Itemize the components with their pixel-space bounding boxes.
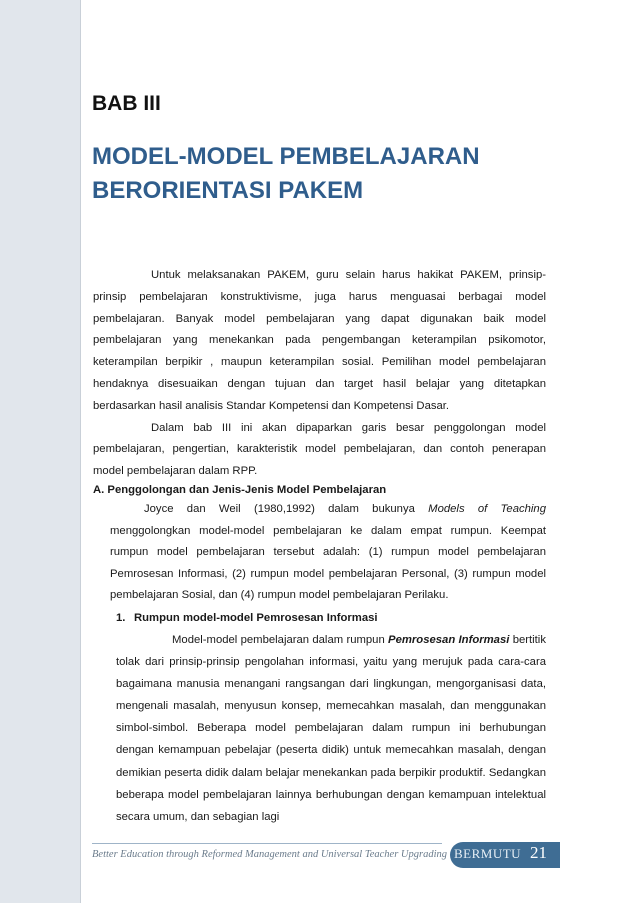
section-a-paragraph	[110, 499, 546, 607]
book-title: Models of Teaching	[428, 503, 546, 515]
footer-rule	[92, 843, 442, 844]
subsection-1-title: Rumpun model-model Pemrosesan Informasi	[134, 612, 378, 624]
subsection-1-body	[116, 629, 546, 828]
section-a-body	[110, 499, 546, 607]
subsection-1-text-1: Model-model pembelajaran dalam rumpun	[172, 634, 389, 646]
subsection-1-heading	[116, 608, 546, 628]
intro-body	[93, 265, 546, 483]
section-a-heading: A. Penggolongan dan Jenis-Jenis Model Pembelajaran	[93, 484, 387, 496]
chapter-label: BAB III	[92, 92, 161, 115]
subsection-1-number: 1.	[116, 612, 126, 624]
intro-paragraph-2: Dalam bab III ini akan dipaparkan garis besar penggolongan model pembelajaran, pengertian, karakteristik model pembelajaran, dan contoh penerapan model pembelajaran dalam RPP.	[93, 421, 546, 478]
section-a-text-2: menggolongkan model-model pembelajaran ke dalam empat rumpun. Keempat rumpun model pembelajaran tersebut adalah: (1) rumpun model pembelajaran Pemrosesan Informasi, (2) rumpun model pembelajaran Personal, (3) rumpun model pembelajaran Sosial, dan (4) rumpun model pembelajaran Perilaku.	[110, 524, 546, 601]
intro-paragraph-1: Untuk melaksanakan PAKEM, guru selain harus hakikat PAKEM, prinsip-prinsip pembelajaran konstruktivisme, juga harus menguasai berbagai model pembelajaran. Banyak model pembelajaran yang dapat digunakan baik model pembelajaran yang menekankan pada pengembangan keterampilan psikomotor, keterampilan berpikir , maupun keterampilan sosial. Pemilihan model pembelajaran hendaknya disesuaikan dengan tujuan dan target hasil belajar yang ditetapkan berdasarkan hasil analisis Standar Kompetensi dan Kompetensi Dasar.	[93, 269, 546, 412]
footer-brand: BERMUTU	[454, 846, 522, 861]
chapter-title	[92, 140, 592, 208]
subsection-1-emphasis: Pemrosesan Informasi	[388, 634, 510, 646]
chapter-title-line-1: MODEL-MODEL PEMBELAJARAN	[92, 143, 480, 170]
subsection-1-text-2: bertitik tolak dari prinsip-prinsip pengolahan informasi, yaitu yang merujuk pada cara-cara bagaimana manusia menangani rangsangan dari lingkungan, mengorganisasi data, mengenali masalah, menyusun konsep, memecahkan masalah, dan menggunakan simbol-simbol. Beberapa model pembelajaran dalam rumpun ini berhubungan dengan kemampuan pebelajar (peserta didik) untuk memecahkan masalah, dengan demikian peserta didik dalam belajar menekankan pada berpikir produktif. Sedangkan beberapa model pembelajaran lainnya berhubungan dengan kemampuan intelektual secara umum, dan sebagian lagi	[116, 634, 546, 823]
chapter-title-line-2: BERORIENTASI PAKEM	[92, 177, 364, 204]
section-a-text-1: Joyce dan Weil (1980,1992) dalam bukunya	[144, 503, 429, 515]
footer-tagline: Better Education through Reformed Management and Universal Teacher Upgrading	[92, 849, 448, 860]
page-number: 21	[530, 843, 547, 862]
subsection-1-paragraph	[116, 629, 546, 828]
